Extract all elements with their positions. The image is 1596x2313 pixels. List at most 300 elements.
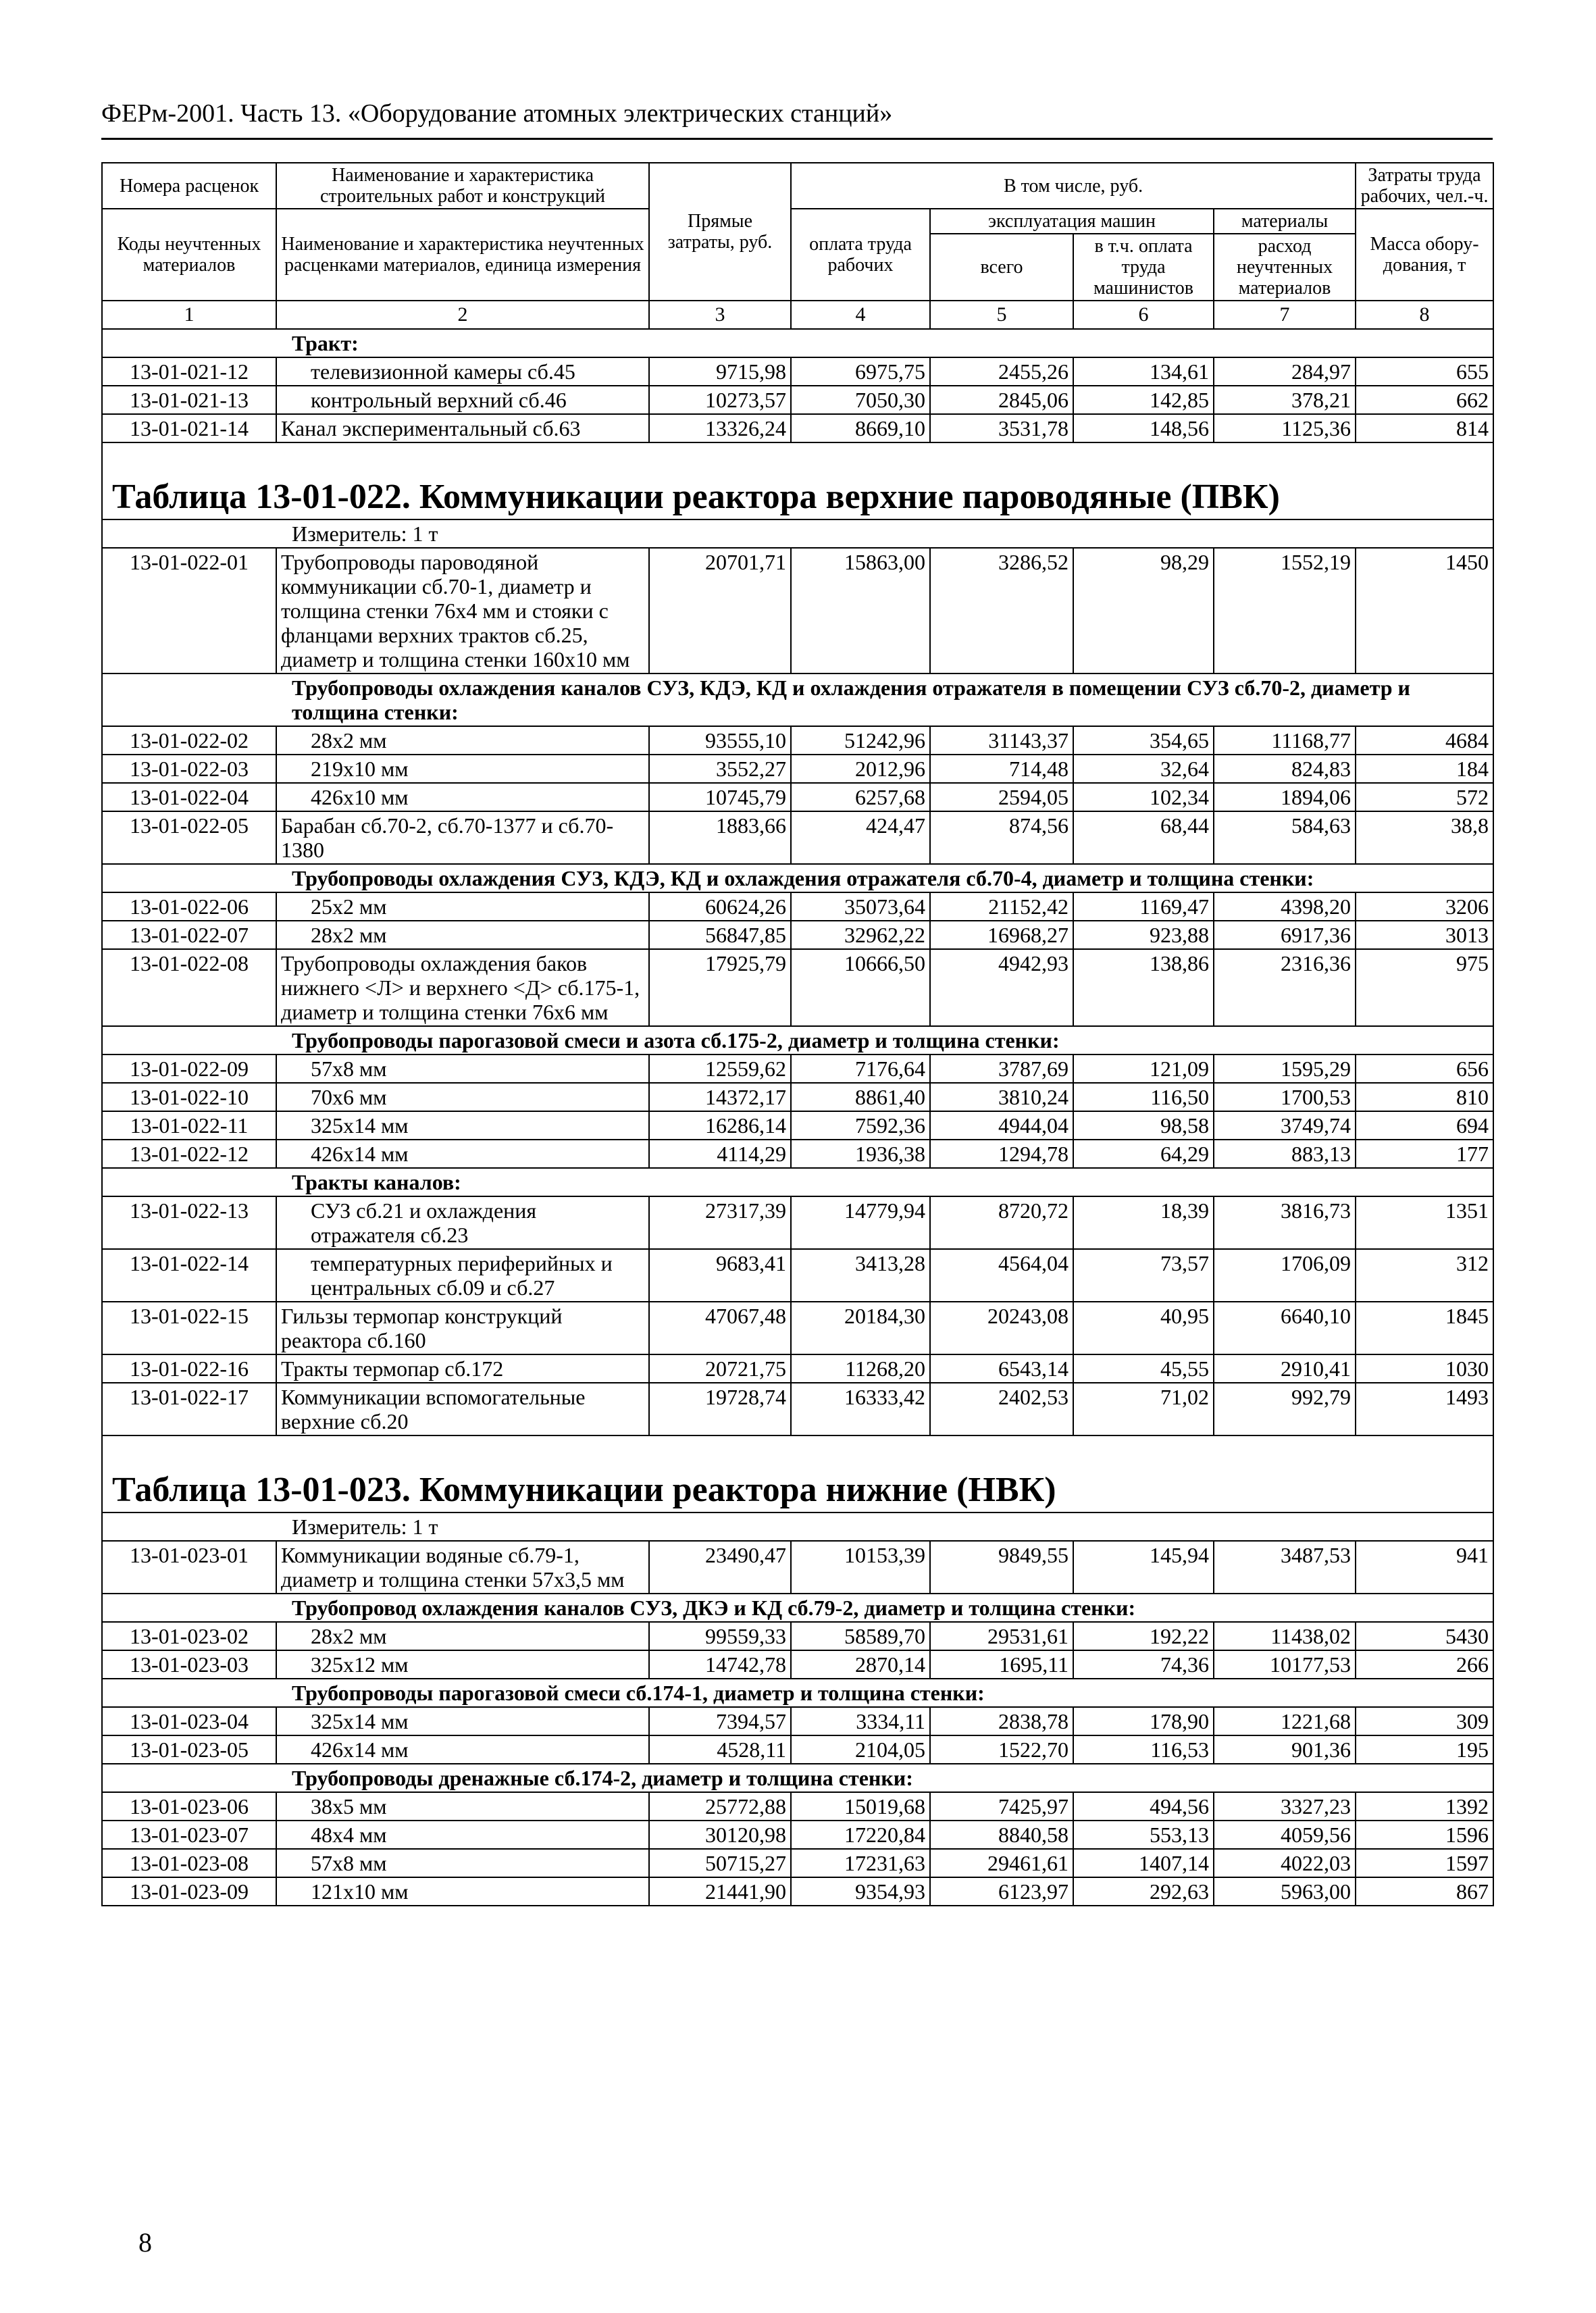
group-heading: Трубопроводы парогазовой смеси и азота сб.175-2, диаметр и толщина стенки:	[102, 1026, 1493, 1054]
value-cell: 1597	[1356, 1849, 1493, 1877]
table-row	[102, 1383, 1493, 1435]
value-cell: 309	[1356, 1707, 1493, 1735]
value-cell: 73,57	[1073, 1249, 1214, 1302]
value-cell: 656	[1356, 1054, 1493, 1083]
value-cell: 1552,19	[1214, 548, 1356, 673]
work-description: 219х10 мм	[276, 755, 649, 783]
work-description: 426х10 мм	[276, 783, 649, 811]
rate-code: 13-01-023-07	[102, 1821, 276, 1849]
column-number: 1	[102, 301, 276, 329]
value-cell: 4944,04	[930, 1111, 1073, 1140]
rate-code: 13-01-021-13	[102, 386, 276, 414]
value-cell: 810	[1356, 1083, 1493, 1111]
value-cell: 7394,57	[649, 1707, 791, 1735]
rate-code: 13-01-022-13	[102, 1196, 276, 1249]
group-heading: Тракт:	[102, 329, 1493, 357]
value-cell: 867	[1356, 1877, 1493, 1906]
value-cell: 284,97	[1214, 357, 1356, 386]
group-heading-row	[102, 1594, 1493, 1622]
value-cell: 177	[1356, 1140, 1493, 1168]
column-number: 7	[1214, 301, 1356, 329]
column-number: 3	[649, 301, 791, 329]
value-cell: 102,34	[1073, 783, 1214, 811]
value-cell: 20184,30	[791, 1302, 930, 1354]
value-cell: 18,39	[1073, 1196, 1214, 1249]
group-heading-row	[102, 1764, 1493, 1792]
value-cell: 40,95	[1073, 1302, 1214, 1354]
value-cell: 824,83	[1214, 755, 1356, 783]
value-cell: 4059,56	[1214, 1821, 1356, 1849]
col-materials: материалы	[1214, 209, 1356, 234]
table-row	[102, 1877, 1493, 1906]
value-cell: 975	[1356, 949, 1493, 1026]
value-cell: 923,88	[1073, 921, 1214, 949]
table-row	[102, 1650, 1493, 1679]
value-cell: 17925,79	[649, 949, 791, 1026]
rate-code: 13-01-022-16	[102, 1354, 276, 1383]
value-cell: 266	[1356, 1650, 1493, 1679]
value-cell: 4022,03	[1214, 1849, 1356, 1877]
work-description: телевизионной камеры сб.45	[276, 357, 649, 386]
value-cell: 1125,36	[1214, 414, 1356, 442]
value-cell: 3206	[1356, 892, 1493, 921]
value-cell: 1392	[1356, 1792, 1493, 1821]
value-cell: 98,58	[1073, 1111, 1214, 1140]
group-heading: Трубопроводы охлаждения СУЗ, КДЭ, КД и охлаждения отражателя сб.70-4, диаметр и толщина стенки:	[102, 864, 1493, 892]
table-title: Таблица 13-01-022. Коммуникации реактора верхние пароводяные (ПВК)	[102, 442, 1493, 519]
value-cell: 145,94	[1073, 1541, 1214, 1594]
value-cell: 58589,70	[791, 1622, 930, 1650]
value-cell: 6543,14	[930, 1354, 1073, 1383]
col-material-codes: Коды неучтенных материалов	[102, 209, 276, 301]
value-cell: 4942,93	[930, 949, 1073, 1026]
table-row	[102, 755, 1493, 783]
value-cell: 15019,68	[791, 1792, 930, 1821]
value-cell: 3816,73	[1214, 1196, 1356, 1249]
rate-code: 13-01-022-02	[102, 726, 276, 755]
running-header: ФЕРм-2001. Часть 13. «Оборудование атомных электрических станций»	[101, 99, 893, 128]
value-cell: 4684	[1356, 726, 1493, 755]
value-cell: 1700,53	[1214, 1083, 1356, 1111]
rate-code: 13-01-023-04	[102, 1707, 276, 1735]
value-cell: 195	[1356, 1735, 1493, 1764]
col-unaccounted-materials: расход неучтенных материалов	[1214, 234, 1356, 301]
value-cell: 662	[1356, 386, 1493, 414]
value-cell: 572	[1356, 783, 1493, 811]
work-description: 121х10 мм	[276, 1877, 649, 1906]
value-cell: 138,86	[1073, 949, 1214, 1026]
value-cell: 6975,75	[791, 357, 930, 386]
value-cell: 3286,52	[930, 548, 1073, 673]
table-row	[102, 1849, 1493, 1877]
column-number: 2	[276, 301, 649, 329]
group-heading-row	[102, 864, 1493, 892]
value-cell: 23490,47	[649, 1541, 791, 1594]
work-description: Тракты термопар сб.172	[276, 1354, 649, 1383]
value-cell: 19728,74	[649, 1383, 791, 1435]
table-row	[102, 548, 1493, 673]
value-cell: 148,56	[1073, 414, 1214, 442]
column-number: 4	[791, 301, 930, 329]
value-cell: 14779,94	[791, 1196, 930, 1249]
work-description: 426х14 мм	[276, 1735, 649, 1764]
work-description: 57х8 мм	[276, 1849, 649, 1877]
work-description: 57х8 мм	[276, 1054, 649, 1083]
value-cell: 1522,70	[930, 1735, 1073, 1764]
value-cell: 20701,71	[649, 548, 791, 673]
value-cell: 32962,22	[791, 921, 930, 949]
value-cell: 116,53	[1073, 1735, 1214, 1764]
header-row-1	[102, 163, 1493, 209]
work-description: 28х2 мм	[276, 921, 649, 949]
group-heading-row	[102, 673, 1493, 726]
value-cell: 10745,79	[649, 783, 791, 811]
value-cell: 50715,27	[649, 1849, 791, 1877]
value-cell: 2838,78	[930, 1707, 1073, 1735]
value-cell: 1695,11	[930, 1650, 1073, 1679]
rates-table	[101, 162, 1494, 1906]
value-cell: 1493	[1356, 1383, 1493, 1435]
value-cell: 29531,61	[930, 1622, 1073, 1650]
table-row	[102, 1707, 1493, 1735]
value-cell: 9354,93	[791, 1877, 930, 1906]
rate-code: 13-01-022-06	[102, 892, 276, 921]
work-description: 28х2 мм	[276, 1622, 649, 1650]
value-cell: 178,90	[1073, 1707, 1214, 1735]
value-cell: 8720,72	[930, 1196, 1073, 1249]
rate-code: 13-01-021-14	[102, 414, 276, 442]
col-work-name: Наименование и характеристика строительных работ и конструкций	[276, 163, 649, 209]
value-cell: 68,44	[1073, 811, 1214, 864]
value-cell: 3334,11	[791, 1707, 930, 1735]
value-cell: 3413,28	[791, 1249, 930, 1302]
value-cell: 2845,06	[930, 386, 1073, 414]
group-heading-row	[102, 1026, 1493, 1054]
value-cell: 2910,41	[1214, 1354, 1356, 1383]
work-description: 28х2 мм	[276, 726, 649, 755]
table-row	[102, 414, 1493, 442]
rate-code: 13-01-022-15	[102, 1302, 276, 1354]
value-cell: 292,63	[1073, 1877, 1214, 1906]
value-cell: 2455,26	[930, 357, 1073, 386]
table-row	[102, 726, 1493, 755]
table-row	[102, 386, 1493, 414]
group-heading: Трубопроводы охлаждения каналов СУЗ, КДЭ, КД и охлаждения отражателя в помещении СУЗ сб.70-2, диаметр и толщина стенки:	[102, 673, 1493, 726]
value-cell: 9849,55	[930, 1541, 1073, 1594]
header-rule	[101, 138, 1493, 140]
value-cell: 494,56	[1073, 1792, 1214, 1821]
value-cell: 1936,38	[791, 1140, 930, 1168]
table-row	[102, 1735, 1493, 1764]
value-cell: 15863,00	[791, 548, 930, 673]
table-body	[102, 329, 1493, 1906]
column-number: 8	[1356, 301, 1493, 329]
value-cell: 14372,17	[649, 1083, 791, 1111]
table-title-row	[102, 442, 1493, 519]
value-cell: 11168,77	[1214, 726, 1356, 755]
column-number: 6	[1073, 301, 1214, 329]
table-row	[102, 1083, 1493, 1111]
table-row	[102, 1541, 1493, 1594]
header-row-2	[102, 209, 1493, 234]
work-description: 426х14 мм	[276, 1140, 649, 1168]
table-title-row	[102, 1435, 1493, 1513]
value-cell: 38,8	[1356, 811, 1493, 864]
unit-meter: Измеритель: 1 т	[102, 519, 1493, 548]
value-cell: 192,22	[1073, 1622, 1214, 1650]
table-row	[102, 1622, 1493, 1650]
value-cell: 4114,29	[649, 1140, 791, 1168]
value-cell: 1169,47	[1073, 892, 1214, 921]
value-cell: 941	[1356, 1541, 1493, 1594]
value-cell: 1596	[1356, 1821, 1493, 1849]
value-cell: 4398,20	[1214, 892, 1356, 921]
value-cell: 27317,39	[649, 1196, 791, 1249]
value-cell: 8840,58	[930, 1821, 1073, 1849]
value-cell: 71,02	[1073, 1383, 1214, 1435]
work-description: Трубопроводы пароводяной коммуникации сб.70-1, диаметр и толщина стенки 76х4 мм и стояки с фланцами верхних трактов сб.25, диаметр и толщина стенки 160х10 мм	[276, 548, 649, 673]
value-cell: 1351	[1356, 1196, 1493, 1249]
rate-code: 13-01-023-02	[102, 1622, 276, 1650]
table-row	[102, 1111, 1493, 1140]
value-cell: 10666,50	[791, 949, 930, 1026]
unit-meter-row	[102, 519, 1493, 548]
value-cell: 17231,63	[791, 1849, 930, 1877]
value-cell: 30120,98	[649, 1821, 791, 1849]
rate-code: 13-01-023-08	[102, 1849, 276, 1877]
value-cell: 21441,90	[649, 1877, 791, 1906]
value-cell: 694	[1356, 1111, 1493, 1140]
value-cell: 31143,37	[930, 726, 1073, 755]
value-cell: 1595,29	[1214, 1054, 1356, 1083]
value-cell: 64,29	[1073, 1140, 1214, 1168]
work-description: 48х4 мм	[276, 1821, 649, 1849]
rate-code: 13-01-023-09	[102, 1877, 276, 1906]
value-cell: 1221,68	[1214, 1707, 1356, 1735]
value-cell: 56847,85	[649, 921, 791, 949]
value-cell: 814	[1356, 414, 1493, 442]
table-row	[102, 1054, 1493, 1083]
value-cell: 11438,02	[1214, 1622, 1356, 1650]
value-cell: 7425,97	[930, 1792, 1073, 1821]
value-cell: 2104,05	[791, 1735, 930, 1764]
value-cell: 655	[1356, 357, 1493, 386]
rate-code: 13-01-022-11	[102, 1111, 276, 1140]
table-row	[102, 1792, 1493, 1821]
value-cell: 1030	[1356, 1354, 1493, 1383]
value-cell: 1883,66	[649, 811, 791, 864]
value-cell: 3487,53	[1214, 1541, 1356, 1594]
work-description: 70х6 мм	[276, 1083, 649, 1111]
value-cell: 47067,48	[649, 1302, 791, 1354]
group-heading-row	[102, 1679, 1493, 1707]
table-row	[102, 811, 1493, 864]
value-cell: 5963,00	[1214, 1877, 1356, 1906]
rate-code: 13-01-022-08	[102, 949, 276, 1026]
value-cell: 10177,53	[1214, 1650, 1356, 1679]
table-row	[102, 783, 1493, 811]
col-worker-pay: оплата труда рабочих	[791, 209, 930, 301]
value-cell: 184	[1356, 755, 1493, 783]
work-description: Барабан сб.70-2, сб.70-1377 и сб.70-1380	[276, 811, 649, 864]
value-cell: 3749,74	[1214, 1111, 1356, 1140]
table-row	[102, 1302, 1493, 1354]
value-cell: 4528,11	[649, 1735, 791, 1764]
rate-code: 13-01-022-03	[102, 755, 276, 783]
rate-code: 13-01-023-06	[102, 1792, 276, 1821]
value-cell: 20243,08	[930, 1302, 1073, 1354]
rate-code: 13-01-022-04	[102, 783, 276, 811]
value-cell: 2316,36	[1214, 949, 1356, 1026]
value-cell: 20721,75	[649, 1354, 791, 1383]
table-row	[102, 1196, 1493, 1249]
value-cell: 6123,97	[930, 1877, 1073, 1906]
group-heading-row	[102, 329, 1493, 357]
value-cell: 29461,61	[930, 1849, 1073, 1877]
value-cell: 714,48	[930, 755, 1073, 783]
group-heading-row	[102, 1168, 1493, 1196]
rate-code: 13-01-022-07	[102, 921, 276, 949]
table-row	[102, 1821, 1493, 1849]
table-row	[102, 921, 1493, 949]
col-labor-costs: Затраты труда рабочих, чел.-ч.	[1356, 163, 1493, 209]
value-cell: 1407,14	[1073, 1849, 1214, 1877]
value-cell: 3327,23	[1214, 1792, 1356, 1821]
page-number: 8	[138, 2227, 152, 2258]
value-cell: 5430	[1356, 1622, 1493, 1650]
value-cell: 553,13	[1073, 1821, 1214, 1849]
work-description: Коммуникации водяные сб.79-1, диаметр и толщина стенки 57х3,5 мм	[276, 1541, 649, 1594]
col-machines-total: всего	[930, 234, 1073, 301]
value-cell: 901,36	[1214, 1735, 1356, 1764]
value-cell: 21152,42	[930, 892, 1073, 921]
work-description: 325х14 мм	[276, 1111, 649, 1140]
work-description: Гильзы термопар конструкций реактора сб.160	[276, 1302, 649, 1354]
value-cell: 6917,36	[1214, 921, 1356, 949]
table-row	[102, 1140, 1493, 1168]
value-cell: 8861,40	[791, 1083, 930, 1111]
value-cell: 3787,69	[930, 1054, 1073, 1083]
value-cell: 45,55	[1073, 1354, 1214, 1383]
value-cell: 35073,64	[791, 892, 930, 921]
rate-code: 13-01-022-17	[102, 1383, 276, 1435]
value-cell: 3531,78	[930, 414, 1073, 442]
value-cell: 10273,57	[649, 386, 791, 414]
rate-code: 13-01-022-05	[102, 811, 276, 864]
rate-code: 13-01-021-12	[102, 357, 276, 386]
rate-code: 13-01-022-10	[102, 1083, 276, 1111]
value-cell: 74,36	[1073, 1650, 1214, 1679]
value-cell: 51242,96	[791, 726, 930, 755]
value-cell: 883,13	[1214, 1140, 1356, 1168]
value-cell: 13326,24	[649, 414, 791, 442]
work-description: СУЗ сб.21 и охлаждения отражателя сб.23	[276, 1196, 649, 1249]
value-cell: 378,21	[1214, 386, 1356, 414]
value-cell: 6257,68	[791, 783, 930, 811]
work-description: 325х14 мм	[276, 1707, 649, 1735]
value-cell: 354,65	[1073, 726, 1214, 755]
rate-code: 13-01-022-14	[102, 1249, 276, 1302]
value-cell: 142,85	[1073, 386, 1214, 414]
value-cell: 4564,04	[930, 1249, 1073, 1302]
value-cell: 16286,14	[649, 1111, 791, 1140]
value-cell: 312	[1356, 1249, 1493, 1302]
value-cell: 116,50	[1073, 1083, 1214, 1111]
value-cell: 7592,36	[791, 1111, 930, 1140]
col-material-name: Наименование и характеристика неучтенных расценками материалов, единица измерения	[276, 209, 649, 301]
value-cell: 9683,41	[649, 1249, 791, 1302]
work-description: 25х2 мм	[276, 892, 649, 921]
value-cell: 16333,42	[791, 1383, 930, 1435]
group-heading: Трубопроводы парогазовой смеси сб.174-1, диаметр и толщина стенки:	[102, 1679, 1493, 1707]
table-row	[102, 892, 1493, 921]
value-cell: 584,63	[1214, 811, 1356, 864]
value-cell: 424,47	[791, 811, 930, 864]
value-cell: 6640,10	[1214, 1302, 1356, 1354]
work-description: 38х5 мм	[276, 1792, 649, 1821]
col-operator-pay: в т.ч. оплата труда машинистов	[1073, 234, 1214, 301]
value-cell: 2870,14	[791, 1650, 930, 1679]
value-cell: 1450	[1356, 548, 1493, 673]
work-description: Канал экспериментальный сб.63	[276, 414, 649, 442]
value-cell: 3552,27	[649, 755, 791, 783]
column-number-row	[102, 301, 1493, 329]
value-cell: 992,79	[1214, 1383, 1356, 1435]
rate-code: 13-01-023-03	[102, 1650, 276, 1679]
column-number: 5	[930, 301, 1073, 329]
value-cell: 2594,05	[930, 783, 1073, 811]
table-row	[102, 357, 1493, 386]
col-including: В том числе, руб.	[791, 163, 1356, 209]
rate-code: 13-01-022-12	[102, 1140, 276, 1168]
value-cell: 25772,88	[649, 1792, 791, 1821]
value-cell: 121,09	[1073, 1054, 1214, 1083]
value-cell: 14742,78	[649, 1650, 791, 1679]
value-cell: 99559,33	[649, 1622, 791, 1650]
value-cell: 98,29	[1073, 548, 1214, 673]
value-cell: 1894,06	[1214, 783, 1356, 811]
work-description: контрольный верхний сб.46	[276, 386, 649, 414]
rate-code: 13-01-023-05	[102, 1735, 276, 1764]
value-cell: 12559,62	[649, 1054, 791, 1083]
col-equipment-mass: Масса обору-дования, т	[1356, 209, 1493, 301]
work-description: температурных периферийных и центральных сб.09 и сб.27	[276, 1249, 649, 1302]
work-description: Трубопроводы охлаждения баков нижнего <Л> и верхнего <Д> сб.175-1, диаметр и толщина стенки 76х6 мм	[276, 949, 649, 1026]
rate-code: 13-01-023-01	[102, 1541, 276, 1594]
value-cell: 93555,10	[649, 726, 791, 755]
table-row	[102, 949, 1493, 1026]
value-cell: 1845	[1356, 1302, 1493, 1354]
value-cell: 60624,26	[649, 892, 791, 921]
group-heading: Тракты каналов:	[102, 1168, 1493, 1196]
table-row	[102, 1249, 1493, 1302]
work-description: Коммуникации вспомогательные верхние сб.20	[276, 1383, 649, 1435]
value-cell: 2402,53	[930, 1383, 1073, 1435]
rate-code: 13-01-022-01	[102, 548, 276, 673]
value-cell: 1294,78	[930, 1140, 1073, 1168]
value-cell: 134,61	[1073, 357, 1214, 386]
value-cell: 874,56	[930, 811, 1073, 864]
group-heading: Трубопроводы дренажные сб.174-2, диаметр и толщина стенки:	[102, 1764, 1493, 1792]
rate-code: 13-01-022-09	[102, 1054, 276, 1083]
table-title: Таблица 13-01-023. Коммуникации реактора нижние (НВК)	[102, 1435, 1493, 1513]
col-direct-costs: Прямые затраты, руб.	[649, 163, 791, 301]
value-cell: 32,64	[1073, 755, 1214, 783]
value-cell: 7050,30	[791, 386, 930, 414]
value-cell: 17220,84	[791, 1821, 930, 1849]
value-cell: 7176,64	[791, 1054, 930, 1083]
value-cell: 3810,24	[930, 1083, 1073, 1111]
